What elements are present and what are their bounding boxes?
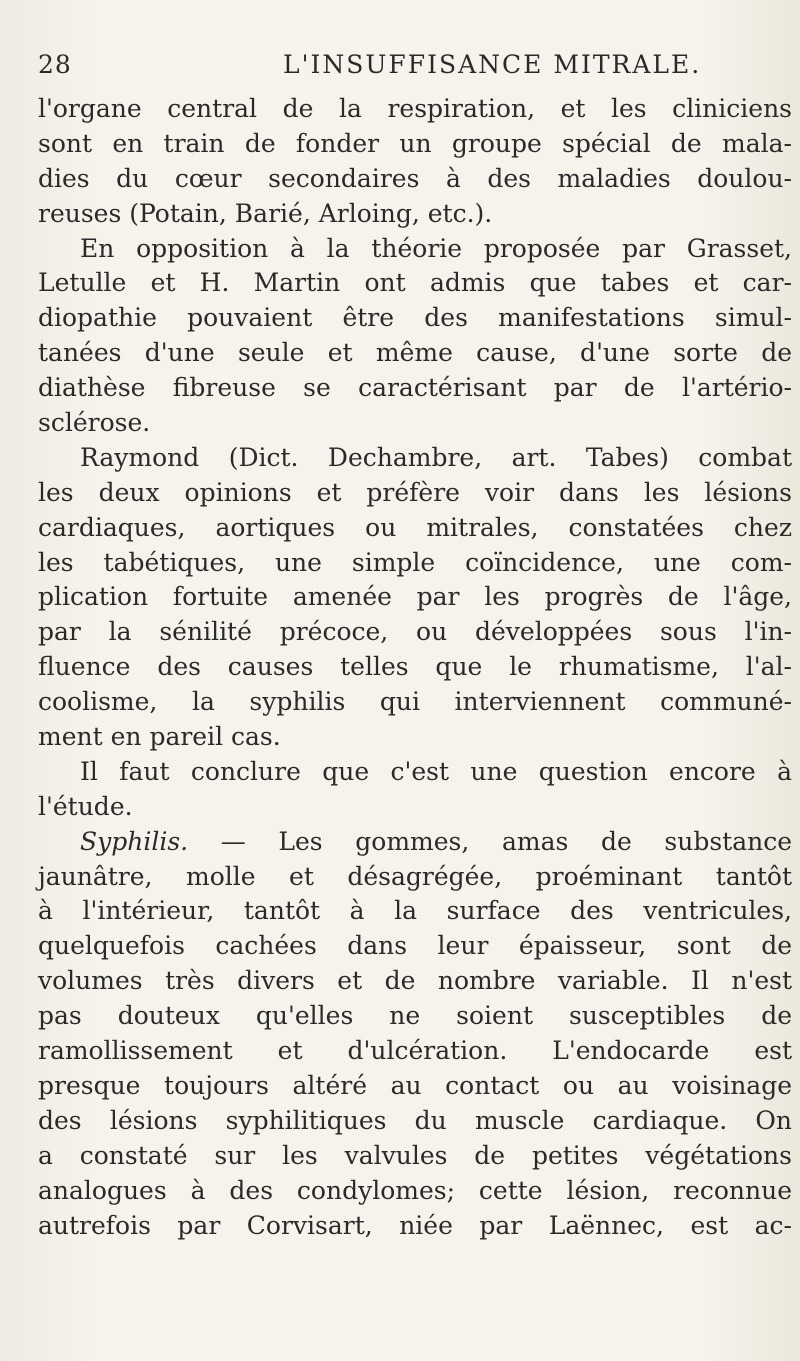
text-line: analogues à des condylomes; cette lésion, reconnue xyxy=(38,1175,792,1205)
text-line: reuses (Potain, Barié, Arloing, etc.). xyxy=(38,198,493,228)
text-line: les tabétiques, une simple coïncidence, une com- xyxy=(38,547,792,577)
page-number: 28 xyxy=(38,50,72,79)
text-line: Letulle et H. Martin ont admis que tabes et car- xyxy=(38,268,792,298)
body-text xyxy=(38,92,792,1243)
text-line: Raymond (Dict. Dechambre, art. Tabes) combat xyxy=(80,442,792,472)
text-line: tanées d'une seule et même cause, d'une sorte de xyxy=(38,338,792,368)
page-header xyxy=(38,50,788,90)
running-title: L'INSUFFISANCE MITRALE. xyxy=(283,50,702,79)
text-line: jaunâtre, molle et désagrégée, proéminant tantôt xyxy=(38,861,792,891)
text-line: cardiaques, aortiques ou mitrales, constatées chez xyxy=(38,512,792,542)
text-line: l'organe central de la respiration, et les cliniciens xyxy=(38,94,792,123)
text-line: coolisme, la syphilis qui interviennent communé- xyxy=(38,687,792,717)
text-line: presque toujours altéré au contact ou au voisinage xyxy=(38,1070,792,1100)
text-line: ment en pareil cas. xyxy=(38,722,281,752)
text-line: diopathie pouvaient être des manifestations simul- xyxy=(38,303,792,333)
text-line: fluence des causes telles que le rhumatisme, l'al- xyxy=(38,652,792,682)
text-line: diathèse fibreuse se caractérisant par de l'artério- xyxy=(38,373,792,403)
text-line: à l'intérieur, tantôt à la surface des ventricules, xyxy=(38,896,792,926)
text-line: En opposition à la théorie proposée par Grasset, xyxy=(80,233,792,263)
text-line: sont en train de fonder un groupe spécial de mala- xyxy=(38,128,792,158)
section-lead: Syphilis. xyxy=(80,826,189,856)
text-line-rest: — Les gommes, amas de substance xyxy=(188,826,792,856)
text-line: volumes très divers et de nombre variable. Il n'est xyxy=(38,966,792,996)
text-line xyxy=(38,825,792,860)
text-line: des lésions syphilitiques du muscle cardiaque. On xyxy=(38,1105,792,1135)
text-line: l'étude. xyxy=(38,791,133,821)
text-line: plication fortuite amenée par les progrès de l'âge, xyxy=(38,582,792,612)
text-line: dies du cœur secondaires à des maladies doulou- xyxy=(38,163,792,193)
text-line: par la sénilité précoce, ou développées sous l'in- xyxy=(38,617,792,647)
text-line: Il faut conclure que c'est une question encore à xyxy=(80,756,792,786)
text-line: sclérose. xyxy=(38,408,151,438)
text-line: a constaté sur les valvules de petites végétations xyxy=(38,1140,792,1170)
text-line: ramollissement et d'ulcération. L'endocarde est xyxy=(38,1036,792,1066)
text-line: autrefois par Corvisart, niée par Laënnec, est ac- xyxy=(38,1210,792,1240)
text-line: pas douteux qu'elles ne soient susceptibles de xyxy=(38,1001,792,1031)
text-line: quelquefois cachées dans leur épaisseur, sont de xyxy=(38,931,792,961)
text-line: les deux opinions et préfère voir dans les lésions xyxy=(38,477,792,507)
